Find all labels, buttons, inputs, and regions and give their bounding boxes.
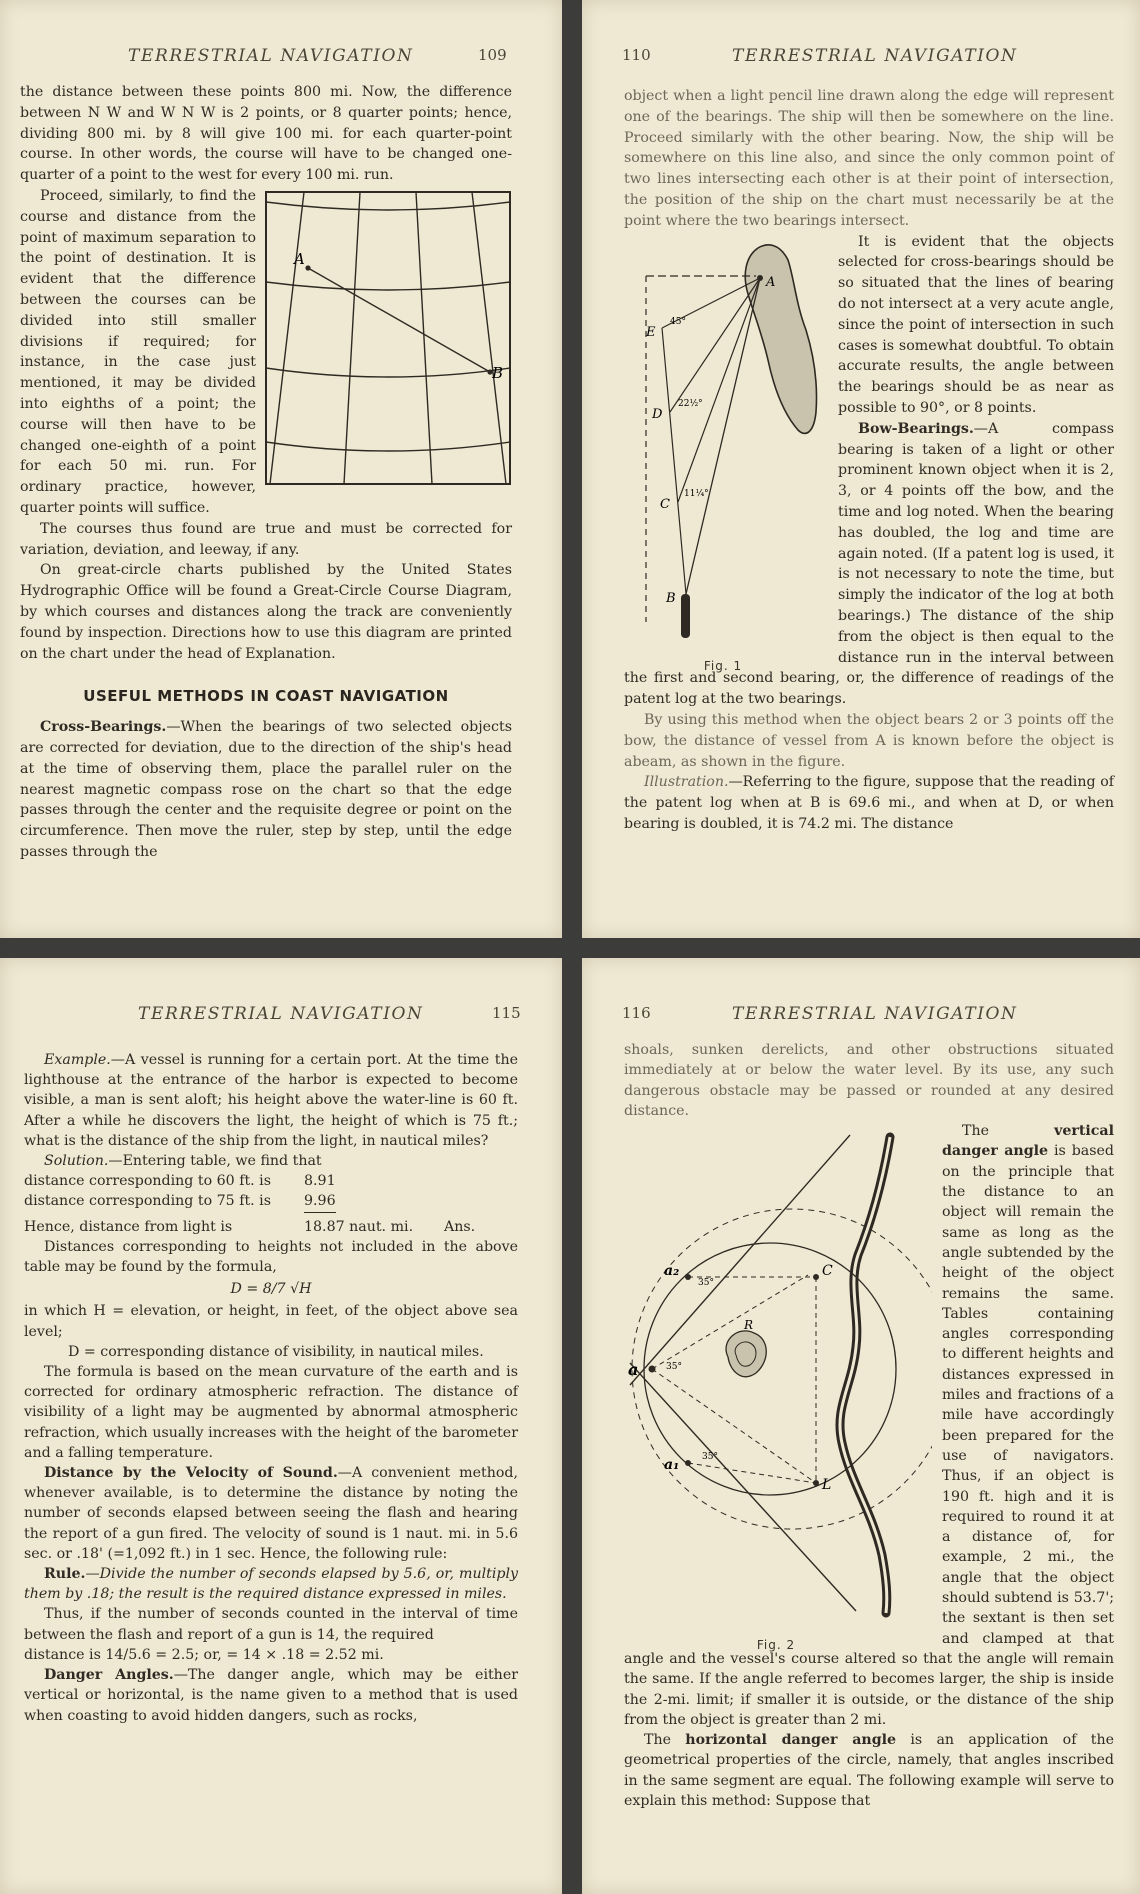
run-in-heading: Cross-Bearings. — [40, 719, 167, 736]
meridian-line — [270, 192, 304, 484]
paragraph — [24, 1665, 518, 1726]
figure-caption: Fig. 1 — [703, 659, 743, 674]
label-c: C — [660, 496, 670, 512]
danger-angle-diagram — [620, 1125, 932, 1625]
label-d: D — [652, 406, 663, 422]
paragraph — [24, 1151, 518, 1171]
solution-row — [24, 1171, 518, 1191]
bow-bearing-diagram — [618, 234, 828, 644]
running-head — [0, 1004, 562, 1026]
figure-great-circle — [264, 190, 512, 486]
solution-total — [24, 1217, 518, 1237]
figure-frame — [266, 192, 510, 484]
paragraph: distance is 14/5.6 = 2.5; or, = 14 × .18 = 2.52 mi. — [24, 1646, 384, 1663]
label-a: A — [294, 249, 305, 268]
running-head — [582, 46, 1140, 68]
page-109 — [0, 0, 562, 938]
ship-mark — [681, 594, 690, 638]
bearing-line-d — [670, 278, 760, 412]
solution-value: 9.96 — [304, 1191, 336, 1212]
run-in-heading: vertical danger angle — [942, 1123, 1114, 1160]
paragraph-text: —Entering table, we find that — [108, 1153, 322, 1170]
label-r: R — [744, 1318, 754, 1333]
page-body — [24, 1050, 518, 1726]
figure-bow-bearings — [618, 234, 828, 674]
parallel-line — [266, 282, 510, 290]
meridian-line — [472, 192, 506, 484]
label-b: B — [492, 363, 504, 382]
label-c: C — [822, 1263, 833, 1280]
angle-label: 22½° — [678, 398, 703, 409]
running-head — [582, 1004, 1140, 1026]
run-in-heading: Bow-Bearings. — [858, 420, 974, 437]
page-body — [20, 82, 512, 863]
running-head — [0, 46, 562, 68]
point-a — [649, 1366, 656, 1373]
meridian-line — [344, 192, 360, 484]
paragraph-text: —A convenient method, whenever available, is to determine the distance by noting the number of seconds elapsed between seeing the flash and hearing the report of a gun fired. The velocity of sound is 1 naut. mi. in 5.6 sec. or .18' (=1,092 ft.) in 1 sec. Hence, the following rule: — [24, 1465, 518, 1562]
solution-total-value: 18.87 naut. mi. — [304, 1218, 414, 1235]
section-heading: USEFUL METHODS IN COAST NAVIGATION — [83, 687, 449, 706]
point-l — [813, 1480, 819, 1486]
paragraph: shoals, sunken derelicts, and other obstructions situated immediately at or below the water level. By its use, any such dangerous obstacle may be passed or rounded at any desired distance. — [624, 1042, 1114, 1119]
solution-row — [24, 1191, 518, 1212]
paragraph-text: —Referring to the figure, suppose that the reading of the patent log when at B is 69.6 mi., and when at D, or when bearing is doubled, it is 74.2 mi. The distance — [624, 774, 1114, 832]
paragraph: Thus, if the number of seconds counted in the interval of time between the flash and report of a gun is 14, the required — [24, 1606, 518, 1643]
ship-track — [662, 328, 686, 594]
run-in-heading: Distance by the Velocity of Sound. — [44, 1465, 338, 1482]
paragraph: in which H = elevation, or height, in feet, of the object above sea level; — [24, 1303, 518, 1340]
figure-danger-angle — [620, 1125, 932, 1653]
page-number: 116 — [622, 1004, 651, 1022]
paragraph-lead: The — [644, 1732, 686, 1749]
page-body — [624, 1040, 1114, 1811]
paragraph: By using this method when the object bears 2 or 3 points off the bow, the distance of vessel from A is known before the object is abeam, as shown in the figure. — [624, 711, 1114, 770]
solution-answer: Ans. — [444, 1218, 476, 1235]
point-a — [305, 265, 310, 270]
paragraph — [20, 717, 512, 863]
coastline — [745, 244, 816, 433]
rhumb-line — [308, 268, 490, 372]
label-a2: a₂ — [664, 1263, 680, 1280]
angle-label: 35° — [666, 1362, 682, 1373]
formula: D = 8/7 √H — [230, 1281, 312, 1298]
page-number: 110 — [622, 46, 651, 64]
solution-total-label: Hence, distance from light is — [24, 1218, 233, 1235]
angle-label: 45° — [670, 316, 686, 327]
running-head-title: TERRESTRIAL NAVIGATION — [128, 46, 414, 66]
paragraph — [24, 1463, 518, 1564]
paragraph — [624, 1730, 1114, 1811]
paragraph: object when a light pencil line drawn along the edge will represent one of the bearings. The ship will then be somewhere on the line. Proceed similarly with the other bearing. Now, the ship will be somewhere on this line also, and since the only common point of two lines intersecting each other is at their point of intersection, the position of the ship on the chart must necessarily be at the point where the two bearings intersect. — [624, 88, 1114, 229]
page-number: 109 — [478, 46, 507, 64]
paragraph-text: is an application of the geometrical properties of the circle, namely, that angles inscribed in the same segment are equal. The following example will serve to explain this method: Suppose that — [624, 1732, 1114, 1809]
run-in-heading: Danger Angles. — [44, 1667, 174, 1684]
angle-label: 35° — [698, 1278, 714, 1289]
page-number: 115 — [492, 1004, 521, 1022]
parallel-line — [266, 442, 510, 451]
label-a: A — [766, 274, 776, 290]
paragraph-text: —A vessel is running for a certain port. At the time the lighthouse at the entrance of the harbor is expected to become visible, a man is sent aloft; his height above the water-line is 60 ft. After a while he discovers the light, the height of which is 75 ft.; what is the distance of the ship from the light, in nautical miles? — [24, 1052, 518, 1149]
paragraph — [24, 1564, 518, 1604]
paragraph: It is evident that the objects selected for cross-bearings should be so situated that the lines of bearing do not intersect at a very acute angle, since the point of intersection in such cases is somewhat doubtful. To obtain accurate results, the angle between the bearings should be as near as possible to 90°, or 8 points. — [838, 233, 1114, 416]
paragraph: D = corresponding distance of visibility, in nautical miles. — [68, 1343, 484, 1360]
run-in-heading: Illustration. — [644, 774, 729, 791]
coastline — [840, 1137, 890, 1613]
label-e: E — [646, 324, 656, 340]
solution-value: 8.91 — [304, 1173, 336, 1190]
run-in-heading: Example. — [44, 1052, 111, 1068]
paragraph: The formula is based on the mean curvature of the earth and is corrected for ordinary atmospheric refraction. The distance of visibility of a light may be augmented by abnormal atmospheric refraction, which usually increases with the height of the barometer and a falling temperature. — [24, 1364, 518, 1461]
point-a — [757, 275, 763, 281]
running-head-title: TERRESTRIAL NAVIGATION — [732, 1004, 1018, 1024]
paragraph-text: is based on the principle that the distance to an object will remain the same as long as the angle subtended by the height of the object remains the same. Tables containing angles corresponding to different heights and distances expressed in miles and fractions of a mile have accordingly been prepared for the use of navigators. Thus, if an object is 190 ft. high and it is required to round it at a distance of, for example, 2 mi., the angle that the object should subtend is 53.7'; the sextant is then set and clamped at that angle and the vessel's course altered so that the angle will remain the same. If the angle referred to becomes larger, the ship is inside the 2-mi. limit; if smaller it is outside, or the distance of the ship from the object is greater than 2 mi. — [624, 1143, 1114, 1728]
paragraph-text: —A compass bearing is taken of a light or other prominent known object when it is 2, 3, or 4 points off the bow, and the time and log noted. When the bearing has doubled, the log and time are again noted. (If a patent log is used, it is not necessary to note the time, but simply the indicator of the log at both bearings.) The distance of the ship from the object is then equal to the distance run in the interval between the first and second bearing, or, the difference of readings of the patent log at the two bearings. — [624, 420, 1114, 708]
paragraph: Proceed, similarly, to find the course and distance from the point of maximum separation to the point of destination. It is evident that the difference between the courses can be divided into still smaller divisions if required; for instance, in the case just mentioned, it may be divided into eighths of a point; the course will then have to be changed one-eighth of a point for each 50 mi. run. For ordinary practice, however, quarter points will suffice. — [20, 187, 256, 516]
solution-label: distance corresponding to 75 ft. is — [24, 1193, 271, 1210]
shoal — [726, 1331, 766, 1377]
paragraph: On great-circle charts published by the United States Hydrographic Office will be found a Great-Circle Course Diagram, by which courses and distances along the track are conveniently found by inspection. Directions how to use this diagram are printed on the chart under the head of Explanation. — [20, 562, 512, 662]
great-circle-diagram — [264, 190, 512, 486]
paragraph: The courses thus found are true and must be corrected for variation, deviation, and leeway, if any. — [20, 520, 512, 558]
paragraph-text: —The danger angle, which may be either vertical or horizontal, is the name given to a method that is used when coasting to avoid hidden dangers, such as rocks, — [24, 1667, 518, 1724]
label-l: L — [822, 1477, 832, 1494]
bearing-line-b — [686, 278, 760, 594]
point-a2 — [685, 1274, 691, 1280]
page-115 — [0, 958, 562, 1894]
page-body — [624, 86, 1114, 835]
bearing-line — [688, 1463, 816, 1483]
paragraph-text: —When the bearings of two selected objects are corrected for deviation, due to the direction of the ship's head at the time of observing them, place the parallel ruler on the nearest magnetic compass rose on the chart so that the edge passes through the center and the requisite degree or point on the circumference. Then move the ruler, step by step, until the edge passes through the — [20, 719, 512, 860]
page-116 — [582, 958, 1140, 1894]
label-a: a — [628, 1360, 639, 1380]
run-in-heading: Solution. — [44, 1153, 109, 1170]
paragraph: Distances corresponding to heights not included in the above table may be found by the formula, — [24, 1238, 518, 1276]
point-a1 — [685, 1460, 691, 1466]
running-head-title: TERRESTRIAL NAVIGATION — [138, 1004, 424, 1024]
figure-caption: Fig. 2 — [756, 1638, 796, 1653]
solution-label: distance corresponding to 60 ft. is — [24, 1173, 271, 1190]
run-in-heading: Rule. — [44, 1566, 86, 1583]
angle-label: 35° — [702, 1452, 718, 1463]
run-in-heading: horizontal danger angle — [685, 1732, 897, 1749]
paragraph-text: —Divide the number of seconds elapsed by 5.6, or, multiply them by .18; the result is the required distance expressed in miles. — [24, 1566, 518, 1603]
paragraph: the distance between these points 800 mi. Now, the difference between N W and W N W is 2 points, or 8 quarter points; hence, dividing 800 mi. by 8 will give 100 mi. for each quarter-point course. In other words, the course will have to be changed one-quarter of a point to the west for every 100 mi. run. — [20, 84, 512, 184]
bearing-line-c — [678, 278, 760, 502]
paragraph — [24, 1050, 518, 1151]
label-b: B — [666, 590, 676, 606]
running-head-title: TERRESTRIAL NAVIGATION — [732, 46, 1018, 66]
paragraph-lead: The — [962, 1123, 1055, 1140]
label-a1: a₁ — [664, 1457, 680, 1474]
point-c — [813, 1274, 819, 1280]
page-110 — [582, 0, 1140, 938]
parallel-line — [266, 368, 510, 377]
paragraph — [624, 772, 1114, 834]
angle-label: 11¼° — [684, 488, 709, 499]
